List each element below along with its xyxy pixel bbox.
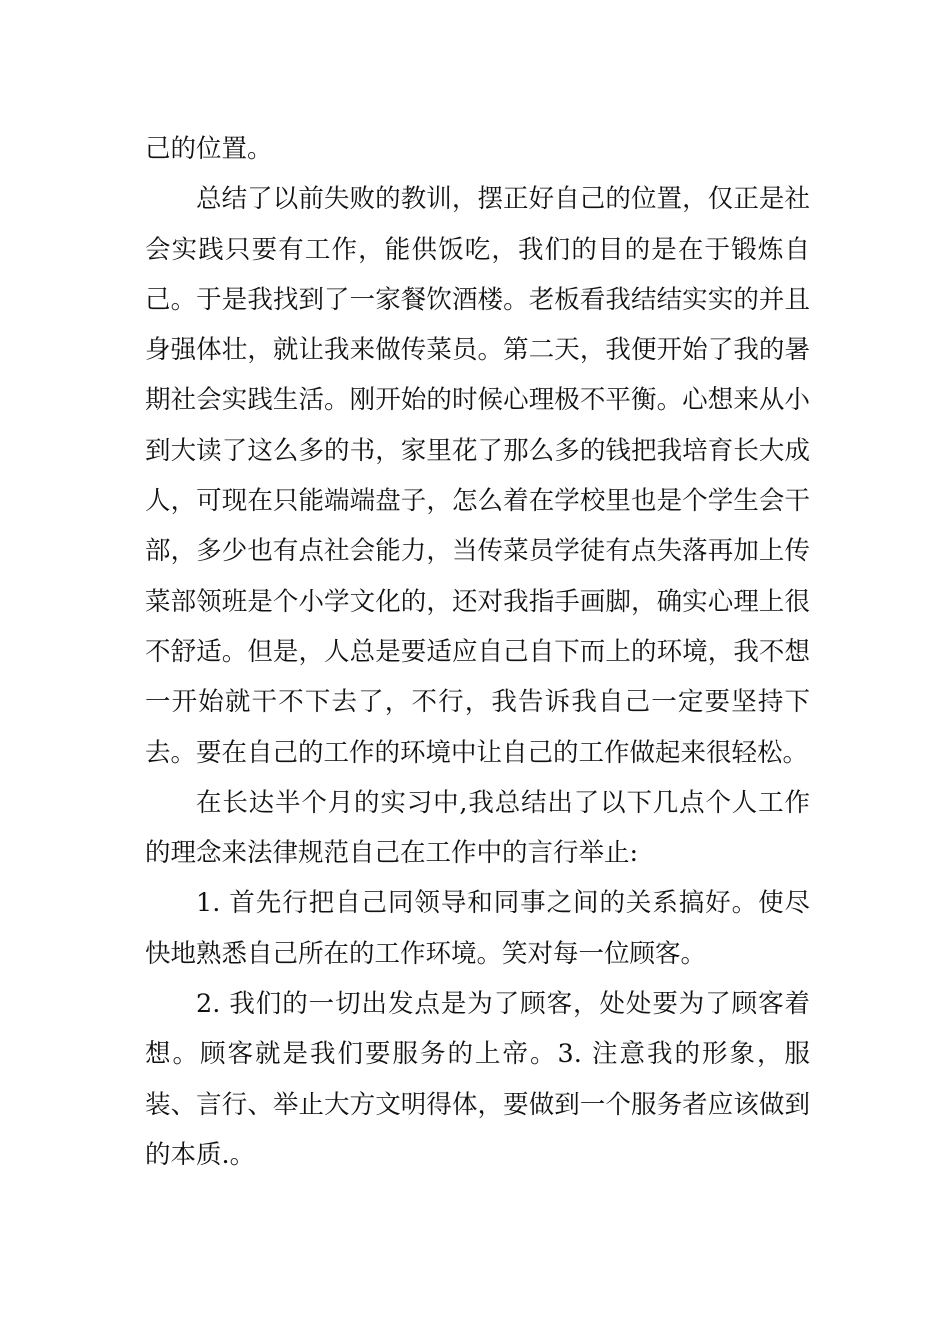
- document-page: [145, 124, 810, 1180]
- paragraph-continuation: 己的位置。: [145, 134, 273, 164]
- paragraph-principle-2-3: 2. 我们的一切出发点是为了顾客，处处要为了顾客着想。顾客就是我们要服务的上帝。3. 注意我的形象，服装、言行、举止大方文明得体，要做到一个服务者应该做到的本质.。: [145, 989, 810, 1170]
- paragraph-principle-1: 1. 首先行把自己同领导和同事之间的关系搞好。使尽快地熟悉自己所在的工作环境。笑对每一位顾客。: [145, 888, 810, 969]
- paragraph-work-principles-intro: 在长达半个月的实习中,我总结出了以下几点个人工作的理念来法律规范自己在工作中的言行举止:: [145, 787, 810, 869]
- paragraph-summary-experience: 总结了以前失败的教训，摆正好自己的位置，仅正是社会实践只要有工作，能供饭吃，我们的目的是在于锻炼自己。于是我找到了一家餐饮酒楼。老板看我结结实实的并且身强体壮，就让我来做传菜员。第二天，我便开始了我的暑期社会实践生活。刚开始的时候心理极不平衡。心想来从小到大读了这么多的书，家里花了那么多的钱把我培育长大成人，可现在只能端端盘子，怎么着在学校里也是个学生会干部，多少也有点社会能力，当传菜员学徒有点失落再加上传菜部领班是个小学文化的，还对我指手画脚，确实心理上很不舒适。但是，人总是要适应自己自下而上的环境，我不想一开始就干不下去了，不行，我告诉我自己一定要坚持下去。要在自己的工作的环境中让自己的工作做起来很轻松。: [145, 184, 810, 768]
